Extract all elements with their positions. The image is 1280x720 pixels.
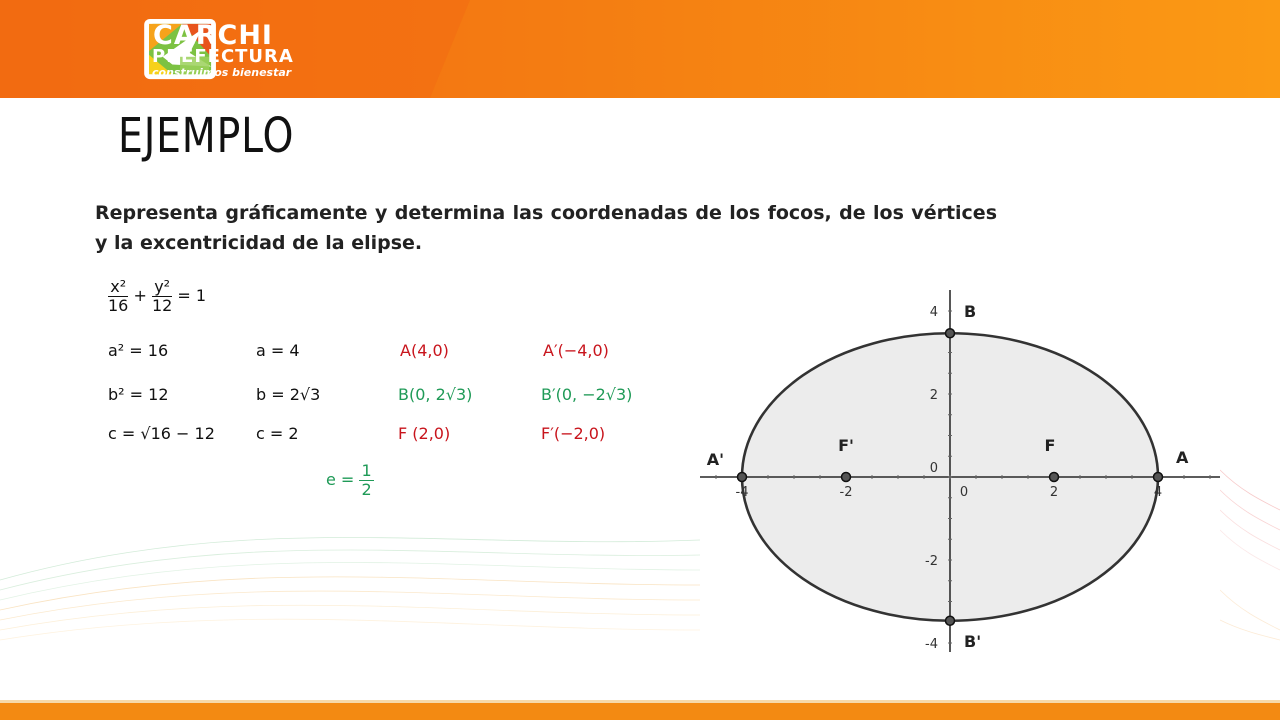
point-marker <box>946 616 955 625</box>
y-fraction <box>152 278 172 315</box>
focus-f-prime: F′(−2,0) <box>541 424 606 443</box>
brand-subtitle: PREFECTURA <box>152 46 294 67</box>
eccentricity-denominator: 2 <box>361 480 372 499</box>
vertex-a-prime: A′(−4,0) <box>543 341 609 360</box>
slide-title: EJEMPLO <box>118 108 295 164</box>
point-marker <box>946 329 955 338</box>
point-label: B' <box>964 631 982 651</box>
b-value: b = 2√3 <box>256 385 321 404</box>
x-tick-label: -2 <box>839 485 853 500</box>
y-numerator: y² <box>152 278 172 297</box>
vertex-a: A(4,0) <box>400 341 449 360</box>
y-tick-label: 2 <box>929 388 938 403</box>
vertex-b: B(0, 2√3) <box>398 385 473 404</box>
eccentricity <box>326 462 374 499</box>
point-label: A' <box>706 450 724 469</box>
header-bar <box>0 0 1280 98</box>
point-marker <box>1154 473 1163 482</box>
c-formula: c = √16 − 12 <box>108 424 215 443</box>
x-tick-label: 4 <box>1153 485 1163 500</box>
y-tick-label: -4 <box>925 637 938 652</box>
x-fraction <box>108 278 128 315</box>
b-squared: b² = 12 <box>108 385 169 404</box>
eccentricity-numerator: 1 <box>361 461 372 480</box>
problem-statement: Representa gráficamente y determina las coordenadas de los focos, de los vértices y la excentricidad de la elipse. <box>95 202 997 254</box>
ellipse-equation <box>108 278 206 315</box>
y-tick-label: 4 <box>929 305 938 320</box>
eccentricity-fraction <box>359 462 373 499</box>
y-tick-label: 0 <box>929 461 938 476</box>
c-value: c = 2 <box>256 424 299 443</box>
y-tick-label: -2 <box>925 554 938 569</box>
equals-one: = 1 <box>177 286 207 305</box>
plus-sign: + <box>133 286 147 305</box>
x-numerator: x² <box>108 278 128 297</box>
x-denominator: 16 <box>108 296 129 315</box>
point-marker <box>1050 473 1059 482</box>
ellipse-graph <box>700 290 1220 652</box>
point-marker <box>842 473 851 482</box>
brand-name: CARCHI <box>153 20 273 51</box>
point-label: F' <box>838 436 854 455</box>
focus-f: F (2,0) <box>398 424 451 443</box>
x-tick-label: 2 <box>1049 485 1059 500</box>
point-label: B <box>964 302 977 322</box>
a-value: a = 4 <box>256 341 300 360</box>
y-denominator: 12 <box>151 296 173 315</box>
footer-bar <box>0 703 1280 720</box>
point-label: A <box>1176 448 1189 467</box>
vertex-b-prime: B′(0, −2√3) <box>541 385 633 404</box>
point-marker <box>738 473 747 482</box>
a-squared: a² = 16 <box>108 341 169 360</box>
brand-tagline: construimos bienestar <box>152 66 292 79</box>
eccentricity-lhs: e = <box>326 470 355 489</box>
point-label: F <box>1044 436 1056 455</box>
x-tick-label: -4 <box>735 485 749 500</box>
x-tick-label: 0 <box>959 485 969 500</box>
